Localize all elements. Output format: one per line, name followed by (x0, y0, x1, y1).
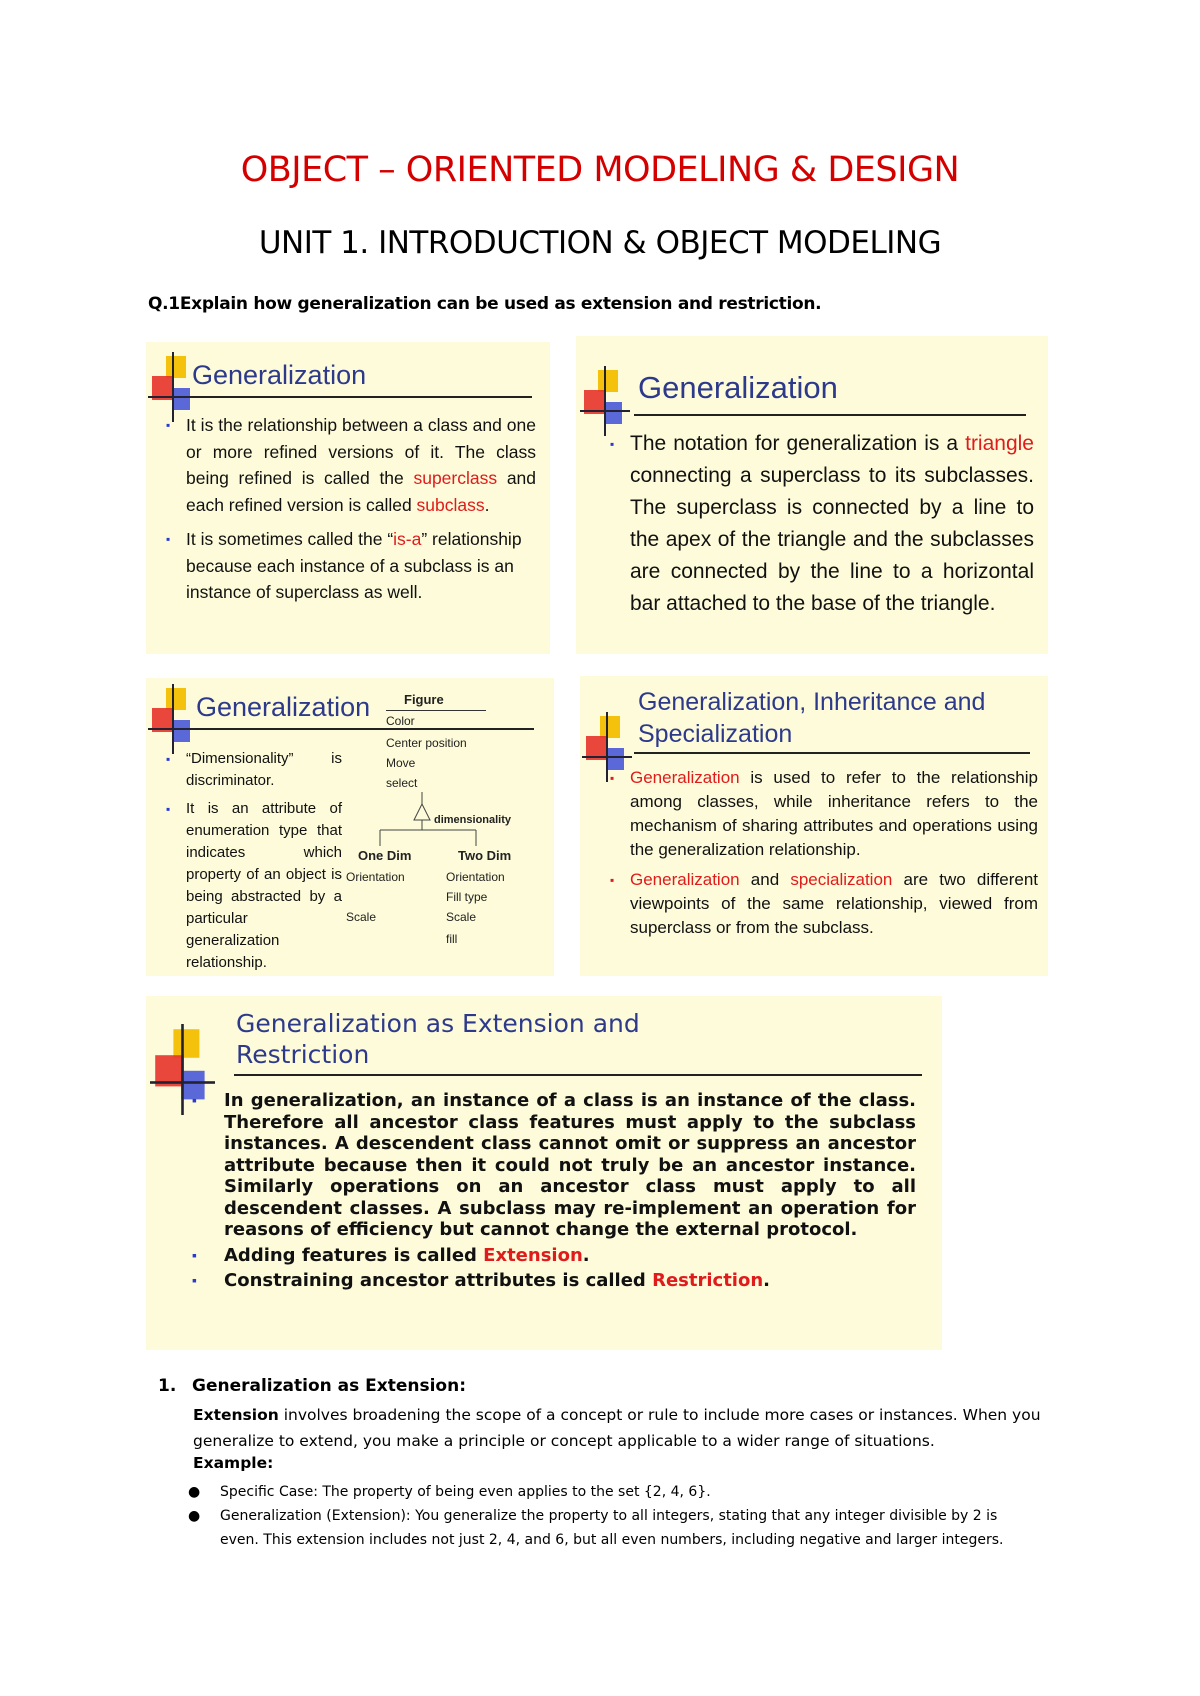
slide-title-rule (634, 752, 1030, 754)
extension-paragraph: Extension involves broadening the scope of a concept or rule to include more cases or instances. When you generalize to extend, you make a principle or concept applicable to a wider range of situations. (193, 1406, 1041, 1450)
class-diagram (346, 678, 554, 976)
example-label: Example: (193, 1454, 274, 1472)
slide-title-rule (634, 414, 1026, 416)
class-one-dim-name: One Dim (358, 848, 412, 863)
bullet-icon: ▪ (166, 802, 171, 816)
unit-heading: UNIT 1. INTRODUCTION & OBJECT MODELING (258, 225, 942, 261)
bullet-icon: ▪ (166, 418, 171, 432)
slide-title-rule (192, 396, 532, 398)
bullet-icon: ▪ (192, 1246, 197, 1263)
slide-bullet-list (166, 412, 536, 606)
bullet-item: ▪ The notation for generalization is a triangle connecting a superclass to its subclasses. The superclass is connected by a line to the apex of the triangle and the subclasses are connected by the line to a horizontal bar attached to the base of the triangle. (610, 428, 1034, 620)
bullet-icon: ▪ (192, 1272, 197, 1288)
op-select: select (386, 776, 418, 790)
slide-title-rule (234, 1074, 922, 1076)
bullet-icon: ▪ (166, 752, 171, 766)
two-dim-attr: Orientation (446, 870, 505, 884)
slide-title: Generalization as Extension and Restriction (236, 1009, 640, 1069)
slide-bullet-list (610, 428, 1034, 620)
two-dim-attr: Fill type (446, 890, 488, 904)
bullet-item: ▪ “Dimensionality” is discriminator. (166, 750, 342, 789)
slide-title: Generalization (196, 692, 371, 722)
bullet-item: ▪ Generalization is used to refer to the relationship among classes, while inheritance refers to the mechanism of sharing attributes and operations using the generalization relationship. (610, 768, 1038, 859)
two-dim-attr: fill (446, 932, 458, 946)
section-title: Generalization as Extension: (192, 1376, 467, 1396)
bullet-dot-icon: ● (188, 1484, 201, 1500)
bullet-icon: ▪ (610, 873, 615, 887)
term-is-a: is-a (393, 529, 422, 549)
term-triangle: triangle (965, 432, 1034, 455)
bullet-icon: ▪ (166, 532, 171, 546)
bullet-item: ▪ It is the relationship between a class and one or more refined versions of it. The class being refined is called the superclass and each refined version is called subclass. (166, 412, 536, 518)
bullet-item: ▪ Constraining ancestor attributes is called Restriction. (192, 1270, 770, 1291)
op-move: Move (386, 756, 416, 770)
slide-extension-restriction (146, 996, 942, 1350)
slide-logo-icon (580, 366, 630, 436)
term-restriction: Restriction (652, 1270, 764, 1291)
document-title: OBJECT – ORIENTED MODELING & DESIGN (240, 150, 960, 190)
one-dim-attr: Orientation (346, 870, 405, 884)
slide-bullet-list (610, 766, 1038, 940)
bullet-item: ▪ It is an attribute of enumeration type that indicates which property of an object is being abstracted by a particular generalization relationship. (166, 800, 342, 971)
bullet-dot-icon: ● (188, 1508, 201, 1524)
section-number: 1. (158, 1376, 177, 1396)
bullet-item: ▪ Adding features is called Extension. (192, 1244, 590, 1266)
question-text: Q.1Explain how generalization can be used as extension and restriction. (148, 294, 822, 314)
term-generalization: Generalization (630, 870, 740, 889)
example-list (180, 1480, 1040, 1552)
slide-generalization-notation (576, 336, 1048, 654)
term-subclass: subclass (416, 494, 485, 515)
slide-logo-icon (148, 684, 198, 754)
bullet-item: ▪ Generalization and specialization are two different viewpoints of the same relationship, viewed from superclass or from the subclass. (610, 870, 1038, 937)
slide-bullet-list (166, 748, 342, 974)
bullet-icon: ▪ (192, 1092, 197, 1108)
bullet-icon: ▪ (610, 437, 615, 451)
slide-title: Generalization, Inheritance and Specialization (638, 688, 986, 748)
bullet-item: ▪ It is sometimes called the “is-a” relationship because each instance of a subclass is an instance of superclass as well. (166, 526, 536, 606)
bullet-item: ▪ In generalization, an instance of a class is an instance of the class. Therefore all ancestor class features must apply to the subclass instances. A descendent class cannot omit or suppress an ancestor attribute because then it could not truly be an ancestor instance. Similarly operations on an ancestor class must apply to all descendent classes. A subclass may re-implement an operation for reasons of efficiency but cannot change the external protocol. (192, 1090, 916, 1240)
discriminator-label: dimensionality (434, 814, 512, 826)
bullet-icon: ▪ (610, 771, 615, 785)
slide-generalization-inheritance (580, 676, 1048, 976)
list-item: ● Generalization (Extension): You generalize the property to all integers, stating that any integer divisible by 2 is even. This extension includes not just 2, 4, and 6, but all even numbers, including negative and larger integers. (180, 1504, 1040, 1552)
class-figure-name: Figure (404, 692, 444, 707)
slide-title: Generalization (638, 370, 838, 405)
term-generalization: Generalization (630, 768, 740, 787)
term-specialization: specialization (790, 870, 893, 889)
two-dim-attr: Scale (446, 910, 477, 924)
one-dim-attr: Scale (346, 910, 377, 924)
class-two-dim-name: Two Dim (458, 848, 512, 863)
attr-center-position: Center position (386, 736, 467, 750)
list-item: ● Specific Case: The property of being even applies to the set {2, 4, 6}. (180, 1480, 1040, 1504)
slide-bullet-list (192, 1090, 916, 1292)
slide-generalization-dimensionality (146, 678, 554, 976)
term-extension: Extension (483, 1244, 583, 1266)
slide-generalization-definition (146, 342, 550, 654)
attr-color: Color (386, 714, 415, 728)
slide-title: Generalization (192, 360, 367, 390)
term-superclass: superclass (413, 468, 498, 488)
